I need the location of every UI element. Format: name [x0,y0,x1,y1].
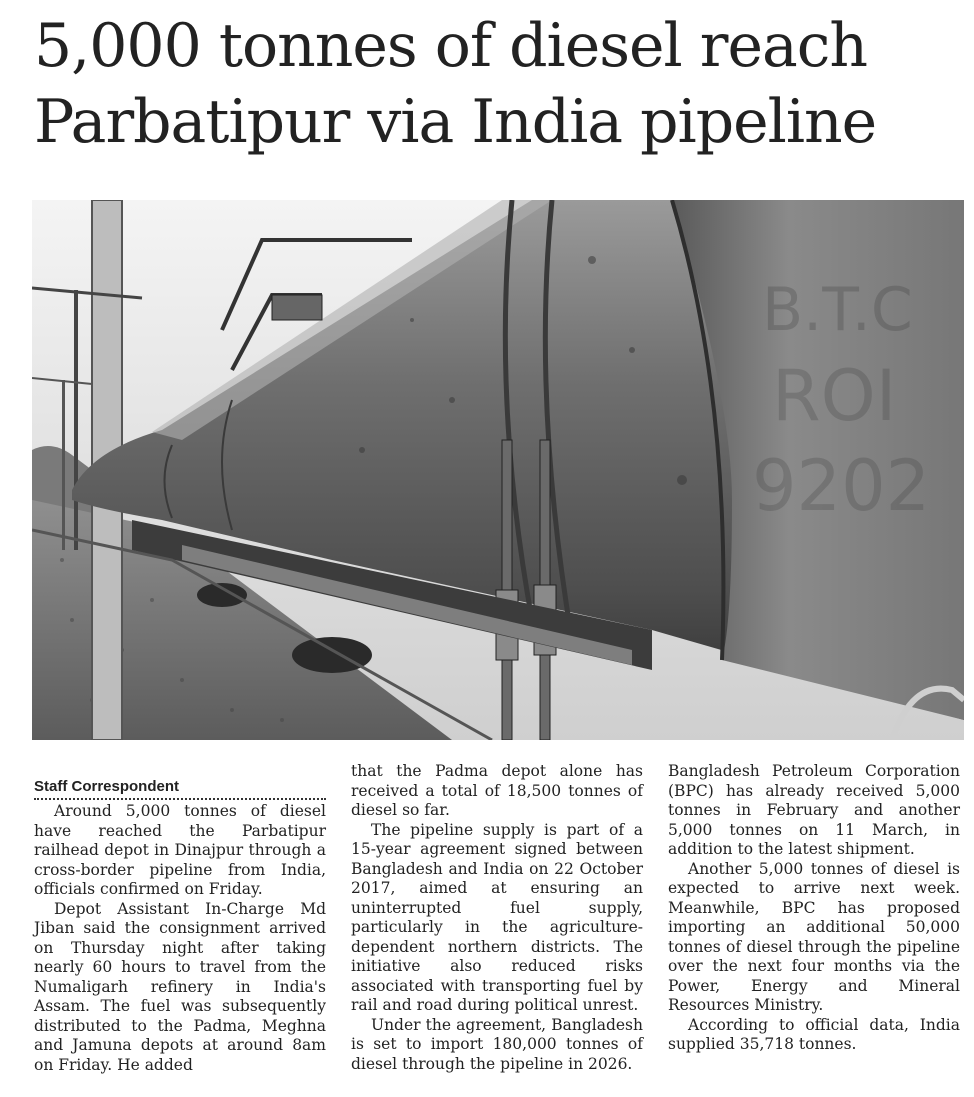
paragraph: that the Padma depot alone has received a total of 18,500 tonnes of diesel so far. [351,762,643,819]
paragraph: According to official data, India supplied 35,718 tonnes. [668,1015,960,1053]
svg-text:9202: 9202 [752,445,931,527]
paragraph: Around 5,000 tonnes of diesel have reached the Parbatipur railhead depot in Dinajpur through a cross-border pipeline from India, officials confirmed on Friday. [34,802,326,898]
svg-text:B.T.C: B.T.C [762,275,913,345]
headline: 5,000 tonnes of diesel reach Parbatipur via India pipeline [34,11,877,157]
paragraph: Depot Assistant In-Charge Md Jiban said the consignment arrived on Thursday night after taking nearly 60 hours to travel from the Numaligarh refinery in India's Assam. The fuel was subsequently distributed to the Padma, Meghna and Jamuna depots at around 8am on Friday. He added [34,899,326,1074]
column-2 [351,762,643,1074]
column-1 [34,758,326,1075]
paragraph: Bangladesh Petroleum Corporation (BPC) has already received 5,000 tonnes in February and another 5,000 tonnes on 11 March, in addition to the latest shipment. [668,762,960,858]
svg-text:ROI: ROI [772,355,897,437]
column-3 [668,762,960,1055]
paragraph: The pipeline supply is part of a 15-year agreement signed between Bangladesh and India on 22 October 2017, aimed at ensuring an uninterrupted fuel supply, particularly in the agriculture-dependent northern districts. The initiative also reduced risks associated with transporting fuel by rail and road during political unrest. [351,820,643,1014]
paragraph: Another 5,000 tonnes of diesel is expected to arrive next week. Meanwhile, BPC has proposed importing an additional 50,000 tonnes of diesel through the pipeline over the next four months via the Power, Energy and Mineral Resources Ministry. [668,859,960,1014]
photo-tank-wagons [32,200,964,740]
paragraph: Under the agreement, Bangladesh is set to import 180,000 tonnes of diesel through the pipeline in 2026. [351,1015,643,1073]
byline: Staff Correspondent [34,758,326,800]
